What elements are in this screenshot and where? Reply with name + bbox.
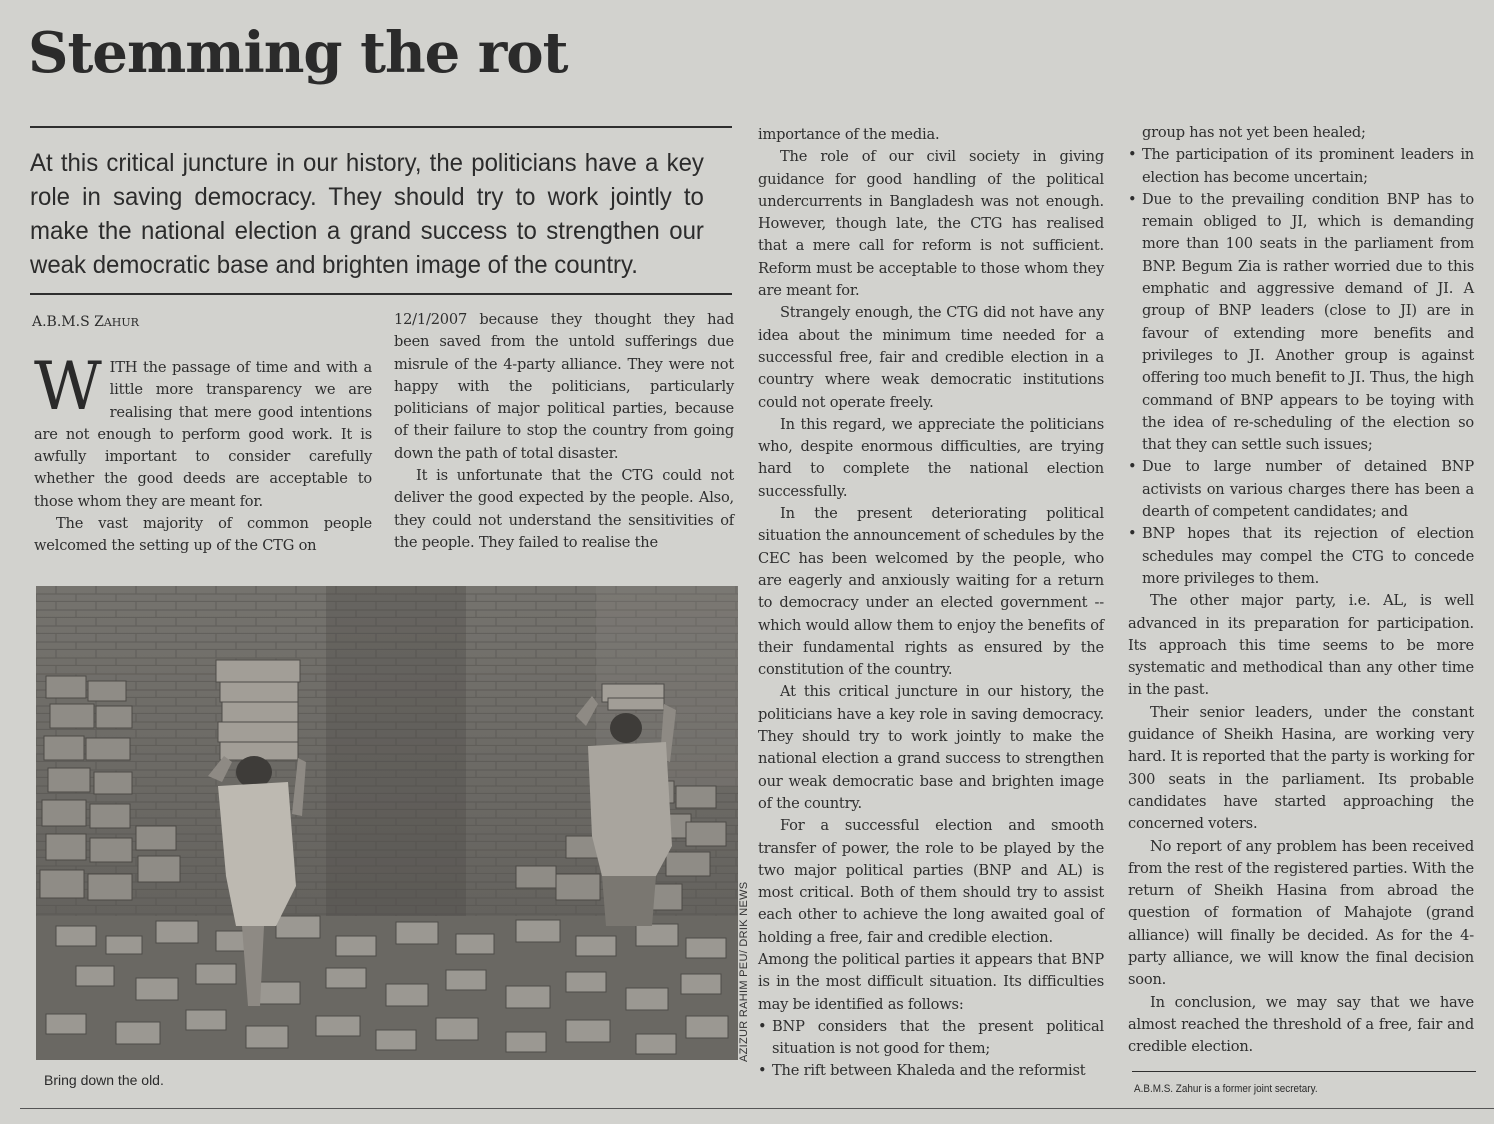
byline-initials: A.B.M.S Z	[32, 314, 104, 330]
list-item: • The participation of its prominent leaders in election has become uncertain;	[1128, 144, 1474, 189]
paragraph-text: ITH the passage of time and with a little more transparency we are realising that mere good intentions are not enough to perform good work. It is awfully important to consider carefully whether the good deeds are acceptable to those whom they are meant for.	[34, 359, 372, 510]
list-item: • Due to large number of detained BNP activists on various charges there has been a dearth of competent candidates; and	[1128, 456, 1474, 523]
paragraph: It is unfortunate that the CTG could not deliver the good expected by the people. Also, they could not understand the sensitivities of the people. They failed to realise the	[394, 467, 734, 551]
drop-cap: W	[34, 348, 102, 425]
paragraph: 12/1/2007 because they thought they had been saved from the untold sufferings due misrule of the 4-party alliance. They were not happy with the politicians, particularly politicians of major political parties, because of their failure to stop the country from going down the path of total disaster.	[394, 311, 734, 462]
list-item: • BNP hopes that its rejection of election schedules may compel the CTG to concede more privileges to them.	[1128, 523, 1474, 590]
deck: At this critical juncture in our history, the politicians have a key role in saving democracy. They should try to work jointly to make the national election a grand success to strengthen our weak democratic base and brighten image of the country.	[30, 149, 704, 279]
column-2	[394, 309, 734, 554]
paragraph: Strangely enough, the CTG did not have any idea about the minimum time needed for a successful free, fair and credible election in a country where weak democratic institutions could not operate freely.	[758, 304, 1104, 411]
paragraph: No report of any problem has been received from the rest of the registered parties. With the return of Sheikh Hasina from abroad the question of formation of Mahajote (grand alliance) will finally be decided. As for the 4-party alliance, we will know the final decision soon.	[1128, 837, 1474, 989]
column-3	[758, 124, 1104, 1083]
column-1	[34, 348, 372, 558]
page-bottom-rule	[20, 1108, 1494, 1109]
paragraph: group has not yet been healed;	[1142, 124, 1366, 141]
paragraph: For a successful election and smooth transfer of power, the role to be played by the two major political parties (BNP and AL) is most critical. Both of them should try to assist each other to achieve the long awaited goal of holding a free, fair and credible election.	[758, 817, 1104, 946]
list-item: • The rift between Khaleda and the reformist	[758, 1060, 1104, 1082]
list-item: • BNP considers that the present political situation is not good for them;	[758, 1016, 1104, 1061]
paragraph: In the present deteriorating political situation the announcement of schedules by the CEC has been welcomed by the people, who are eagerly and anxiously waiting for a return to democracy under an elected government -- which would allow them to enjoy the benefits of their fundamental rights as ensured by the constitution of the country.	[758, 505, 1104, 679]
photo-caption: Bring down the old.	[44, 1072, 164, 1088]
column-4	[1128, 122, 1474, 1058]
paragraph: In this regard, we appreciate the politicians who, despite enormous difficulties, are trying hard to complete the national election successfully.	[758, 415, 1104, 500]
paragraph: The role of our civil society in giving guidance for good handling of the political undercurrents in Bangladesh was not enough. However, though late, the CTG has realised that a mere call for reform is not sufficient. Reform must be acceptable to those whom they are meant for.	[758, 148, 1104, 300]
brick-workers-image	[36, 586, 738, 1060]
photo-credit-text: AZIZUR RAHIM PEU/ DRIK NEWS	[738, 881, 750, 1062]
author-footnote: A.B.M.S. Zahur is a former joint secretary.	[1134, 1083, 1318, 1095]
paragraph: In conclusion, we may say that we have almost reached the threshold of a free, fair and credible election.	[1128, 993, 1474, 1056]
paragraph: The other major party, i.e. AL, is well advanced in its preparation for participation. Its approach this time seems to be more systematic and methodical than any other time in the past.	[1128, 592, 1474, 699]
bullet-list	[1128, 144, 1474, 590]
footnote-rule	[1132, 1071, 1476, 1072]
byline-surname: AHUR	[103, 316, 139, 329]
deck-bottom-rule	[30, 293, 732, 295]
paragraph: At this critical juncture in our history, the politicians have a key role in saving democracy. They should try to work jointly to make the national election a grand success to strengthen our weak democratic base and brighten image of the country.	[758, 683, 1104, 812]
paragraph: Among the political parties it appears that BNP is in the most difficult situation. Its difficulties may be identified as follows:	[758, 950, 1104, 1013]
paragraph: Their senior leaders, under the constant guidance of Sheikh Hasina, are working very hard. It is reported that the party is working for 300 seats in the parliament. Its probable candidates have started approaching the concerned voters.	[1128, 703, 1474, 833]
paragraph: The vast majority of common people welcomed the setting up of the CTG on	[34, 515, 372, 555]
show-through-text	[520, 6, 1480, 86]
article-photo	[36, 586, 738, 1060]
headline: Stemming the rot	[28, 20, 568, 86]
byline	[32, 314, 139, 330]
deck-top-rule	[30, 126, 732, 128]
paragraph	[34, 348, 372, 513]
list-item: • Due to the prevailing condition BNP has to remain obliged to JI, which is demanding more than 100 seats in the parliament from BNP. Begum Zia is rather worried due to this emphatic and aggressive demand of JI. A group of BNP leaders (close to JI) are in favour of extending more benefits and privileges to JI. Another group is against offering too much benefit to JI. Thus, the high command of BNP appears to be toying with the idea of re-scheduling of the election so that they can settle such issues;	[1128, 189, 1474, 457]
paragraph: importance of the media.	[758, 126, 940, 143]
bullet-list	[758, 1016, 1104, 1083]
